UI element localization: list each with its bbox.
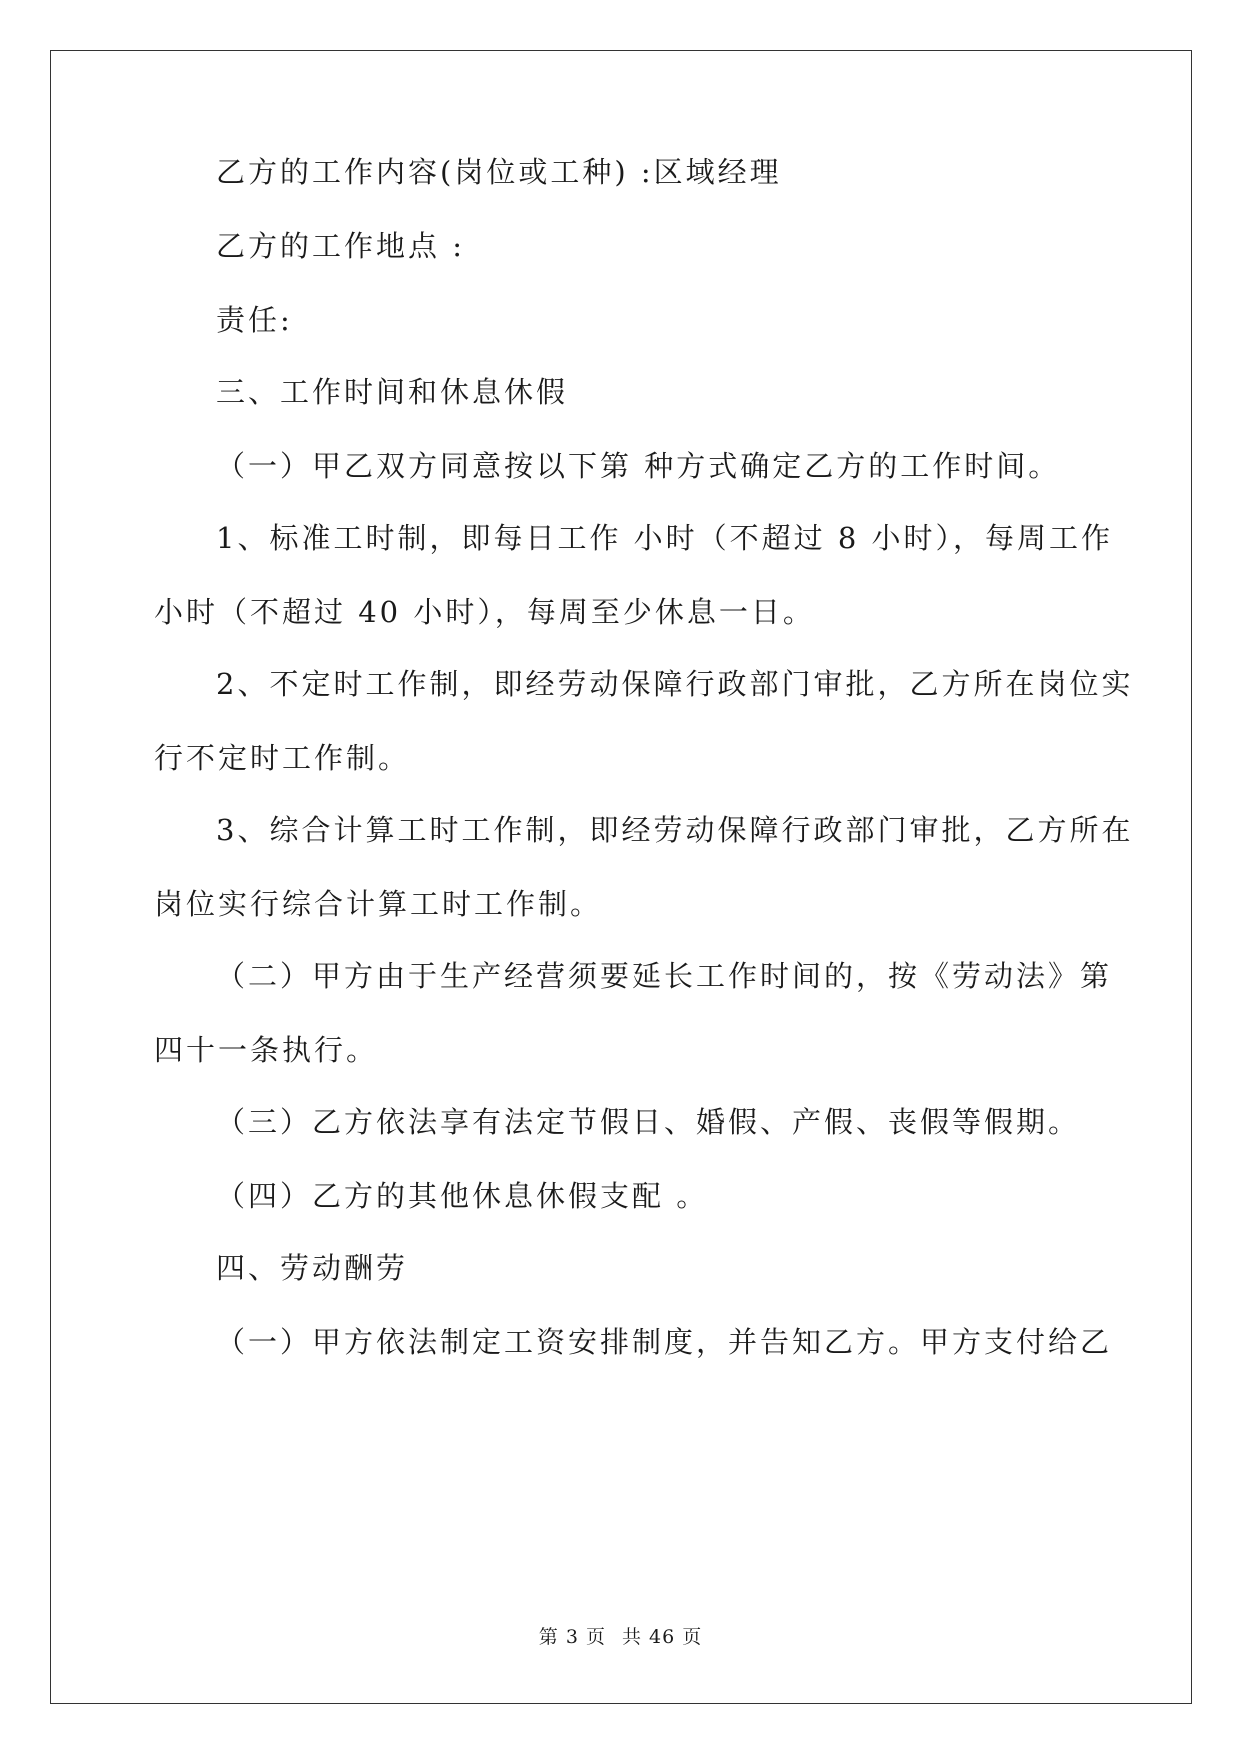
- text-line: 乙方的工作地点 :: [216, 229, 465, 263]
- text-line: （一）甲乙双方同意按以下第 种方式确定乙方的工作时间。: [216, 449, 1061, 483]
- page-border: [50, 50, 1192, 1704]
- text-line: （三）乙方依法享有法定节假日、婚假、产假、丧假等假期。: [216, 1105, 1081, 1139]
- text-line: （四）乙方的其他休息休假支配 。: [216, 1179, 709, 1213]
- text-line: （二）甲方由于生产经营须要延长工作时间的，按《劳动法》第: [216, 959, 1113, 993]
- text-line: 四十一条执行。: [154, 1033, 379, 1067]
- section-heading: 三、工作时间和休息休假: [216, 375, 569, 409]
- text-line: 1、标准工时制，即每日工作 小时（不超过 8 小时），每周工作: [216, 521, 1114, 555]
- page-footer: [0, 1625, 1241, 1649]
- text-line: 行不定时工作制。: [154, 741, 411, 775]
- page-number-total: 共 46 页: [621, 1626, 703, 1648]
- text-line: 3、综合计算工时工作制，即经劳动保障行政部门审批，乙方所在: [216, 813, 1134, 847]
- text-line: 岗位实行综合计算工时工作制。: [154, 887, 603, 921]
- text-line: 责任:: [216, 303, 293, 337]
- text-line: 2、不定时工作制，即经劳动保障行政部门审批，乙方所在岗位实: [216, 667, 1134, 701]
- section-heading: 四、劳动酬劳: [216, 1251, 409, 1285]
- text-line: （一）甲方依法制定工资安排制度，并告知乙方。甲方支付给乙: [216, 1325, 1113, 1359]
- text-line: 乙方的工作内容(岗位或工种) :区域经理: [216, 155, 782, 189]
- text-line: 小时（不超过 40 小时），每周至少休息一日。: [154, 595, 815, 629]
- page-number-current: 第 3 页: [538, 1626, 606, 1648]
